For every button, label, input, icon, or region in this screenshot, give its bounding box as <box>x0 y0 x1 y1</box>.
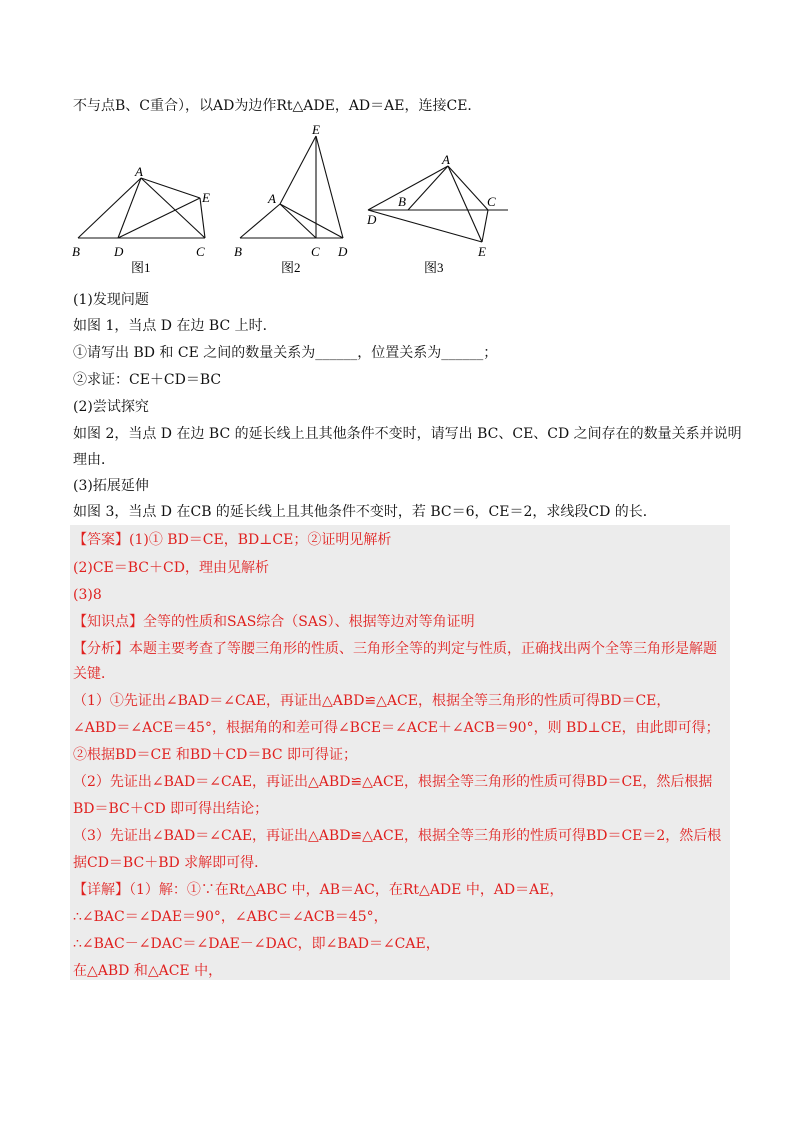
step1-line-1: （1）①先证出∠BAD＝∠CAE，再证出△ABD≌△ACE，根据全等三角形的性质可得BD＝CE， <box>73 693 671 709</box>
part3-title: (3)拓展延伸 <box>73 478 149 494</box>
answer-3: (3)8 <box>73 587 102 603</box>
detail-line-2: ∴∠BAC＝∠DAE＝90°，∠ABC＝∠ACB＝45°， <box>73 909 388 925</box>
step1-line-3: ②根据BD＝CE 和BD＋CD＝BC 即可得证； <box>73 747 358 763</box>
analysis-line-2: 关键． <box>73 666 115 682</box>
fig2-label-c: C <box>311 244 320 259</box>
answer-2: (2)CE＝BC＋CD，理由见解析 <box>73 560 269 576</box>
figure-3 <box>360 150 520 280</box>
step3-line-1: （3）先证出∠BAD＝∠CAE，再证出△ABD≌△ACE，根据全等三角形的性质可得BD＝CE＝2，然后根 <box>73 828 722 844</box>
fig3-label-e: E <box>478 244 486 259</box>
intro-line: 不与点B、C重合），以AD为边作Rt△ADE，AD＝AE，连接CE． <box>73 98 482 114</box>
fig2-label-b: B <box>234 244 242 259</box>
step2-line-1: （2）先证出∠BAD＝∠CAE，再证出△ABD≌△ACE，根据全等三角形的性质可得BD＝CE，然后根据 <box>73 774 713 790</box>
part1-question-1: ①请写出 BD 和 CE 之间的数量关系为______，位置关系为______； <box>73 345 498 361</box>
fig2-caption: 图2 <box>281 260 301 275</box>
figure-1 <box>68 160 228 280</box>
step2-line-2: BD＝BC＋CD 即可得出结论； <box>73 801 269 817</box>
step3-line-2: 据CD＝BC＋BD 求解即可得． <box>73 855 269 871</box>
fig2-label-a: A <box>268 191 276 206</box>
fig3-label-c: C <box>487 194 496 209</box>
analysis-line-1: 【分析】本题主要考查了等腰三角形的性质、三角形全等的判定与性质，正确找出两个全等三角形是解题 <box>73 641 717 657</box>
fig1-label-b: B <box>72 244 80 259</box>
part3-text: 如图 3，当点 D 在CB 的延长线上且其他条件不变时，若 BC＝6，CE＝2，求线段CD 的长． <box>73 504 657 520</box>
detail-line-1: 【详解】（1）解：①∵在Rt△ABC 中，AB＝AC，在Rt△ADE 中，AD＝AE， <box>73 882 564 898</box>
fig3-label-b: B <box>398 194 406 209</box>
fig1-label-e: E <box>202 190 210 205</box>
answer-1: 【答案】(1)① BD＝CE，BD⊥CE；②证明见解析 <box>73 532 392 548</box>
figure-2 <box>230 118 360 280</box>
step1-line-2: ∠ABD＝∠ACE＝45°，根据角的和差可得∠BCE＝∠ACE＋∠ACB＝90°，则 BD⊥CE，由此即可得； <box>73 720 720 736</box>
part1-intro: 如图 1，当点 D 在边 BC 上时． <box>73 318 277 334</box>
fig1-label-a: A <box>135 164 143 179</box>
fig2-label-e: E <box>312 122 320 137</box>
part1-question-2: ②求证：CE＋CD＝BC <box>73 372 222 388</box>
knowledge-point: 【知识点】全等的性质和SAS综合（SAS）、根据等边对等角证明 <box>73 614 475 630</box>
fig3-label-d: D <box>367 212 377 227</box>
fig2-label-d: D <box>338 244 348 259</box>
fig3-label-a: A <box>442 152 450 167</box>
fig3-caption: 图3 <box>424 260 444 275</box>
fig1-label-c: C <box>196 244 205 259</box>
part1-title: (1)发现问题 <box>73 292 149 308</box>
part2-text-2: 理由． <box>73 452 115 468</box>
fig1-caption: 图1 <box>131 260 151 275</box>
fig1-label-d: D <box>114 244 124 259</box>
detail-line-4: 在△ABD 和△ACE 中， <box>73 963 223 979</box>
part2-title: (2)尝试探究 <box>73 399 149 415</box>
part2-text-1: 如图 2，当点 D 在边 BC 的延长线上且其他条件不变时，请写出 BC、CE、CD 之间存在的数量关系并说明 <box>73 426 742 442</box>
detail-line-3: ∴∠BAC－∠DAC＝∠DAE－∠DAC，即∠BAD＝∠CAE， <box>73 936 440 952</box>
